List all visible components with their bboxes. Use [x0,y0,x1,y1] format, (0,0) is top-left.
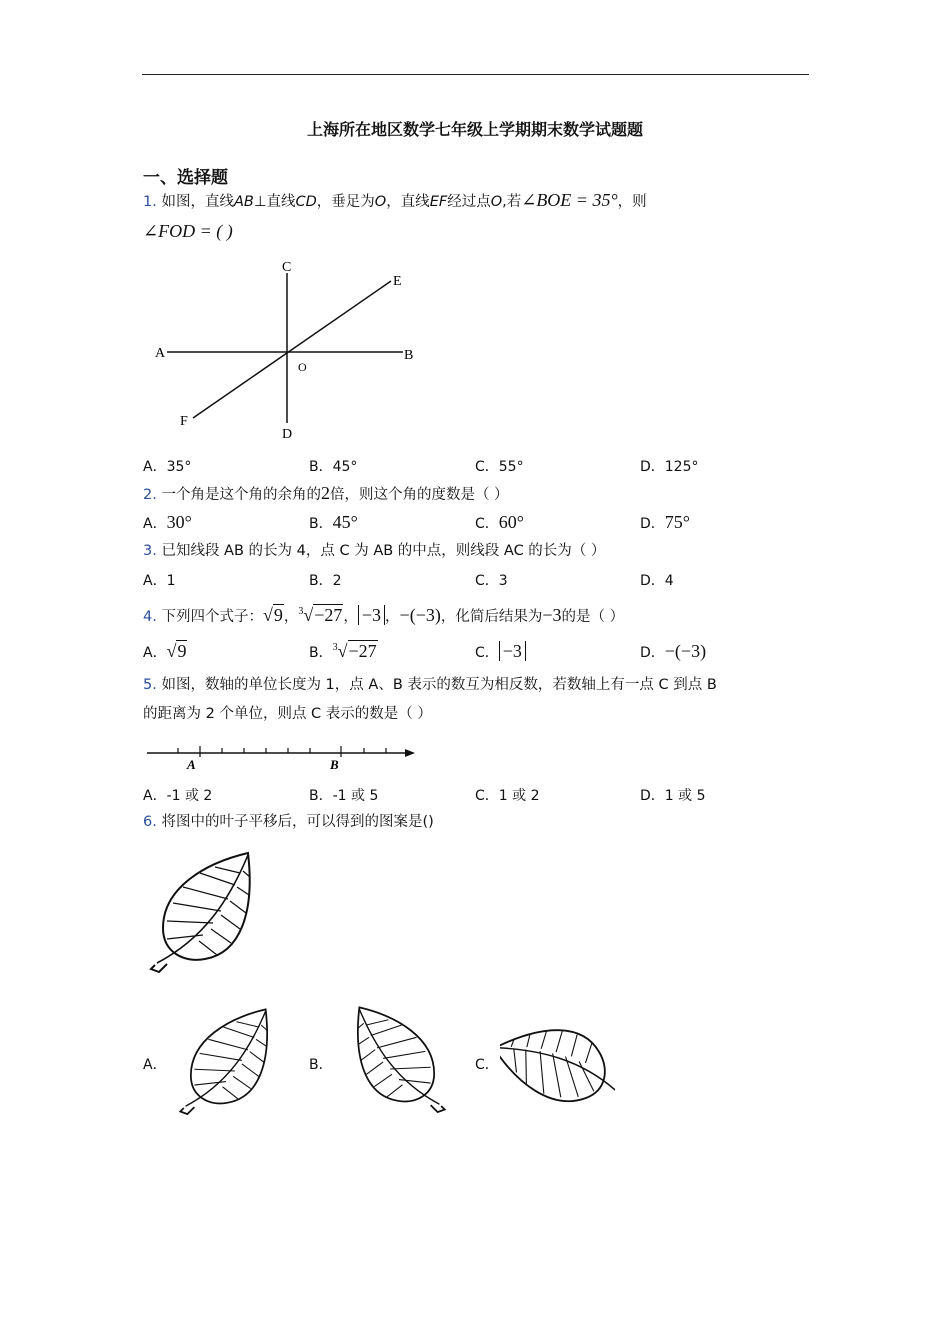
option-a[interactable]: A． [143,1057,167,1073]
option-a[interactable]: A．1 [143,573,176,589]
option-b[interactable]: B．2 [309,573,342,589]
question-text: 经过点 [447,194,491,210]
option-letter: B． [309,645,333,661]
neg-expression: −(−3) [399,605,441,625]
question-2 [143,483,509,505]
option-value: 30° [166,512,192,532]
question-number: 2. [143,487,157,503]
option-b[interactable] [309,512,358,533]
question-6 [143,812,434,832]
option-a[interactable]: A．-1 或 2 [143,788,213,804]
label-c: C [282,260,292,275]
math-number: −3 [542,605,562,625]
question-number: 4. [143,609,157,625]
option-b[interactable]: B．$^3$√−27 [309,641,377,661]
question-text: ,若 [502,194,522,210]
option-d[interactable]: D．125° [640,459,699,475]
leaf-original-image [145,843,270,978]
question-3 [143,541,605,561]
question-text: ，垂足为 [316,194,375,210]
option-b[interactable]: B．45° [309,459,358,475]
option-letter: D． [640,516,665,532]
option-letter: B． [309,516,333,532]
leaf-option-b-image[interactable] [340,993,450,1123]
line-ef [193,281,391,418]
option-c[interactable] [475,641,526,662]
radicand: 9 [273,605,283,625]
option-letter: A． [143,516,167,532]
leaf-option-c-image[interactable] [500,1000,615,1130]
label-a: A [187,757,196,772]
question-text: ，则 [617,194,647,210]
option-a[interactable]: A．√9 [143,641,187,661]
question-text: 已知线段 AB 的长为 4，点 C 为 AB 的中点，则线段 AC 的长为（ ） [161,543,606,559]
label-b: B [404,348,414,363]
line-label: AB [233,194,254,210]
question-text: ，直线 [386,194,430,210]
option-c[interactable]: C．1 或 2 [475,788,540,804]
question-number: 3. [143,543,157,559]
arrow-icon [405,749,415,757]
lines-figure [145,255,425,445]
radicand: 9 [177,641,187,661]
option-d[interactable]: D．4 [640,573,674,589]
question-text: ⊥直线 [253,194,296,210]
abs-expression: −3 [499,641,526,661]
option-d[interactable] [640,512,690,533]
question-text: 如图，直线 [161,194,234,210]
option-a[interactable]: A．35° [143,459,192,475]
option-letter: D． [640,645,665,661]
question-number: 1. [143,194,157,210]
label-e: E [393,274,402,289]
option-b[interactable]: B． [309,1057,333,1073]
root-index: 3 [298,606,304,617]
option-d[interactable]: D．1 或 5 [640,788,706,804]
option-value: 45° [332,512,358,532]
question-text: 下列四个式子： [161,609,263,625]
option-value: 60° [498,512,524,532]
cbrt-expression: $^3$√−27 [298,605,343,625]
question-text: 的距离为 2 个单位，则点 C 表示的数是（ ） [143,706,432,722]
question-text: 如图，数轴的单位长度为 1，点 A、B 表示的数互为相反数，若数轴上有一点 C 到点 B [161,677,717,693]
option-c[interactable]: C．55° [475,459,524,475]
label-o: O [298,360,307,374]
neg-expression: −(−3) [664,641,707,661]
label-a: A [155,346,166,361]
option-letter: C． [475,645,499,661]
separator: ， [283,609,299,625]
math-expression: ∠FOD = ( ) [143,221,233,241]
line-label: EF [429,194,448,210]
root-index: 3 [332,642,338,653]
radicand: −27 [348,641,377,661]
label-f: F [180,414,188,429]
option-c[interactable]: C． [475,1057,499,1073]
line-label: CD [295,194,317,210]
option-b[interactable]: B．-1 或 5 [309,788,379,804]
label-b: B [330,757,339,772]
point-label: O [490,194,503,210]
question-4 [143,602,624,627]
option-c[interactable] [475,512,524,533]
math-number: 2 [320,483,330,503]
question-1 [143,190,647,212]
option-letter: A． [143,645,167,661]
page-title: 上海所在地区数学七年级上学期期末数学试题题 [306,120,643,139]
label-d: D [282,427,293,442]
header-rule [142,74,809,75]
separator: ， [385,609,400,625]
question-text: ，化简后结果为 [440,609,543,625]
option-value: 75° [664,512,690,532]
option-letter: C． [475,516,499,532]
option-d[interactable] [640,641,706,662]
question-text: 倍，则这个角的度数是（ ） [329,487,509,503]
question-text: 一个角是这个角的余角的 [161,487,321,503]
question-number: 6. [143,814,157,830]
point-label: O [374,194,387,210]
question-number: 5. [143,677,157,693]
separator: ， [343,609,358,625]
number-line [145,740,425,774]
option-c[interactable]: C．3 [475,573,508,589]
question-text: 的是（ ） [561,609,625,625]
question-5 [143,675,717,695]
sqrt-expression: √9 [262,605,283,625]
ticks [178,746,386,757]
leaf-option-a-image[interactable] [175,995,285,1125]
question-text: 将图中的叶子平移后，可以得到的图案是() [161,814,434,830]
math-expression: ∠BOE = 35° [521,190,618,210]
abs-expression: −3 [358,605,385,625]
section-heading: 一、选择题 [143,168,228,188]
radicand: −27 [314,605,343,625]
option-a[interactable] [143,512,192,533]
